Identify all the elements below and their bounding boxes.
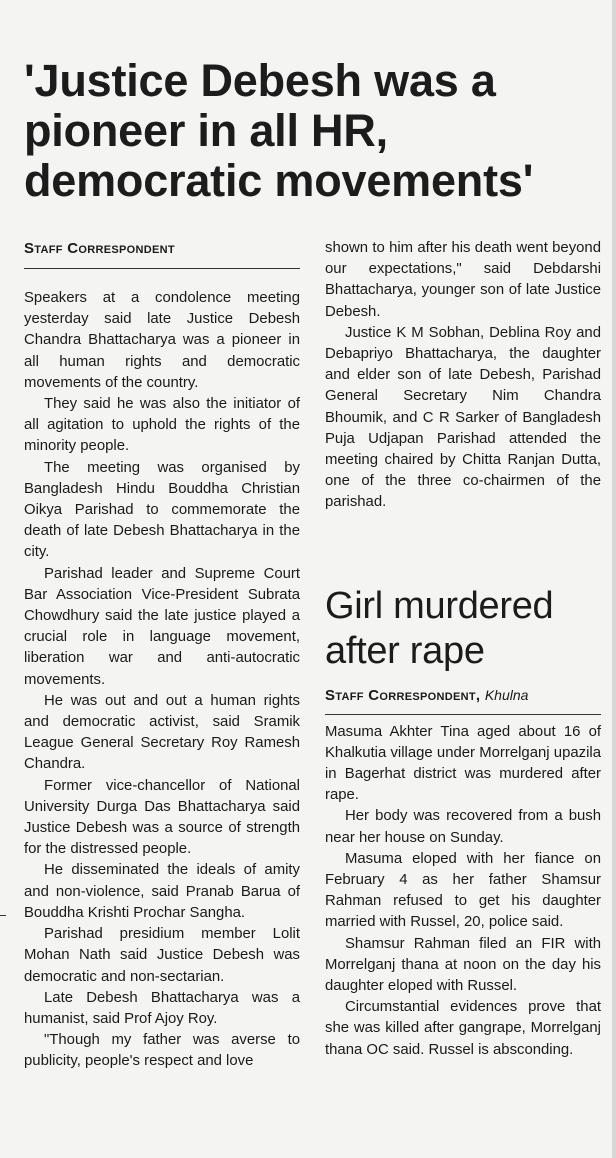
byline-place: Khulna: [484, 686, 529, 703]
byline-text: Staff Correspondent: [24, 240, 175, 257]
paragraph: Justice K M Sobhan, Deblina Roy and Debapriyo Bhattacharya, the daughter and elder son of late Debesh, Parishad General Secretary Nim Chandra Bhoumik, and C R Sarker of Bangladesh Puja Udjapan Parishad attended the meeting chaired by Chitta Ranjan Dutta, one of the three co-chairmen of the parishad.: [325, 324, 601, 511]
byline-rule: [24, 268, 300, 269]
paragraph: The meeting was organised by Bangladesh Hindu Bouddha Christian Oikya Parishad to commemorate the death of late Debesh Bhattacharya in the city.: [24, 459, 300, 561]
paragraph: Former vice-chancellor of National University Durga Das Bhattacharya said Justice Debesh was a source of strength for the distressed people.: [24, 777, 300, 858]
headline-line: Girl murdered: [325, 584, 554, 627]
paragraph: Masuma eloped with her fiance on February 4 as her father Shamsur Rahman refused to get his daughter married with Russel, 20, police said.: [325, 850, 601, 931]
paragraph: He disseminated the ideals of amity and non-violence, said Pranab Barua of Bouddha Krishti Prochar Sangha.: [24, 862, 300, 921]
article2-headline: [325, 584, 601, 674]
byline-rule: [325, 714, 601, 715]
paragraph: Speakers at a condolence meeting yesterday said late Justice Debesh Chandra Bhattacharya was a pioneer in all human rights and democratic movements of the country.: [24, 290, 300, 391]
paragraph: Late Debesh Bhattacharya was a humanist, said Prof Ajoy Roy.: [24, 989, 300, 1027]
article-body: [24, 288, 300, 1073]
column-mark: [0, 915, 6, 916]
byline: [325, 684, 601, 706]
paragraph: They said he was also the initiator of all agitation to uphold the rights of the minority people.: [24, 396, 300, 455]
headline-line: pioneer in all HR,: [24, 105, 388, 157]
page-edge: [612, 0, 616, 1158]
article-headline: [24, 56, 610, 206]
paragraph: "Though my father was averse to publicity, people's respect and love: [24, 1032, 300, 1070]
paragraph: Her body was recovered from a bush near her house on Sunday.: [325, 808, 601, 846]
article-column-left: [24, 238, 300, 1073]
paragraph: He was out and out a human rights and democratic activist, said Sramik League General Secretary Roy Ramesh Chandra.: [24, 692, 300, 773]
paragraph: Parishad presidium member Lolit Mohan Nath said Justice Debesh was democratic and non-sectarian.: [24, 926, 300, 985]
paragraph: Masuma Akhter Tina aged about 16 of Khalkutia village under Morrelganj upazila in Bagerhat district was murdered after rape.: [325, 723, 601, 804]
paragraph: Parishad leader and Supreme Court Bar Association Vice-President Subrata Chowdhury said the late justice played a crucial role in language movement, liberation war and anti-autocratic movements.: [24, 565, 300, 688]
headline-line: 'Justice Debesh was a: [24, 55, 496, 107]
article2-body: [325, 722, 601, 1061]
article-body-continued: [325, 238, 601, 514]
paragraph: Circumstantial evidences prove that she was killed after gangrape, Morrelganj thana OC said. Russel is absconding.: [325, 999, 601, 1058]
paragraph: shown to him after his death went beyond our expectations," said Debdarshi Bhattacharya, younger son of late Justice Debesh.: [325, 240, 601, 320]
byline-text: Staff Correspondent,: [325, 686, 481, 704]
article-column-right: [325, 238, 601, 1061]
byline: [24, 238, 300, 260]
headline-line: after rape: [325, 629, 485, 672]
headline-line: democratic movements': [24, 155, 534, 207]
paragraph: Shamsur Rahman filed an FIR with Morrelganj thana at noon on the day his daughter eloped with Russel.: [325, 935, 601, 995]
